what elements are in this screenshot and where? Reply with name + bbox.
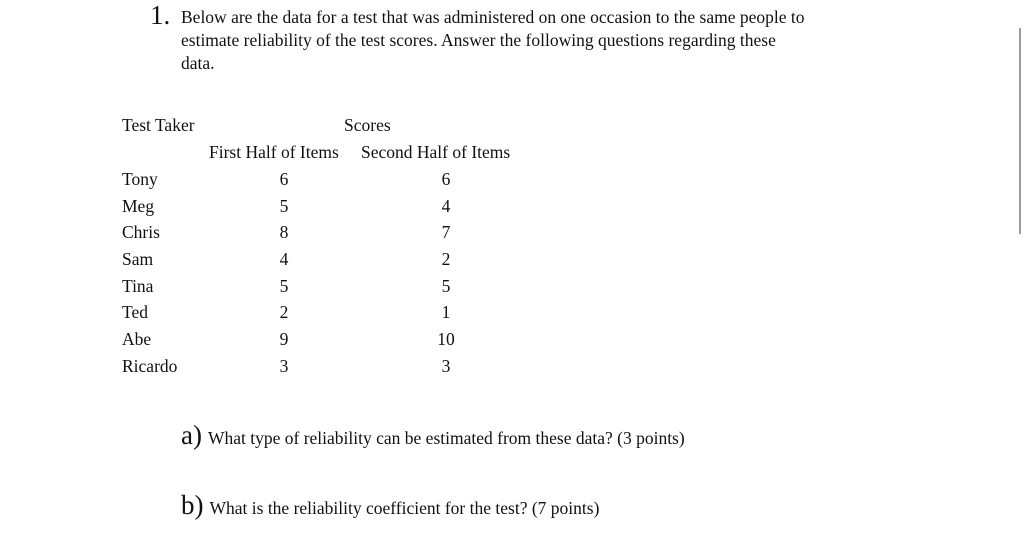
first-half-score: 2 xyxy=(279,302,289,322)
test-taker-name: Abe xyxy=(122,329,152,349)
question-text xyxy=(181,6,911,75)
subquestion-b xyxy=(181,490,599,521)
table-row xyxy=(0,195,1024,217)
second-half-score: 7 xyxy=(441,222,451,242)
table-row xyxy=(0,301,1024,323)
header-test-taker: Test Taker xyxy=(122,115,195,135)
question-line: Below are the data for a test that was administered on one occasion to the same people to xyxy=(181,7,805,27)
first-half-score: 3 xyxy=(279,356,289,376)
subquestion-letter: a) xyxy=(181,420,202,450)
test-taker-name: Meg xyxy=(122,196,155,216)
subquestion-letter: b) xyxy=(181,490,204,520)
second-half-score: 10 xyxy=(437,329,455,349)
page-edge-divider xyxy=(1019,28,1021,234)
second-half-score: 3 xyxy=(441,356,451,376)
table-row xyxy=(0,328,1024,350)
test-taker-name: Ricardo xyxy=(122,356,178,376)
table-row xyxy=(0,275,1024,297)
table-row xyxy=(0,355,1024,377)
first-half-score: 6 xyxy=(279,169,289,189)
subquestion-text: What is the reliability coefficient for the test? (7 points) xyxy=(209,498,600,518)
table-row xyxy=(0,221,1024,243)
test-taker-name: Ted xyxy=(122,302,148,322)
first-half-score: 5 xyxy=(279,196,289,216)
table-row xyxy=(0,248,1024,270)
second-half-score: 4 xyxy=(441,196,451,216)
header-second-half: Second Half of Items xyxy=(361,142,511,162)
header-scores: Scores xyxy=(344,115,391,135)
first-half-score: 5 xyxy=(279,276,289,296)
first-half-score: 9 xyxy=(279,329,289,349)
header-first-half: First Half of Items xyxy=(209,142,339,162)
subquestion-a xyxy=(181,420,685,451)
subquestion-text: What type of reliability can be estimated from these data? (3 points) xyxy=(207,428,685,448)
table-row xyxy=(0,168,1024,190)
question-number: 1. xyxy=(150,0,171,30)
test-taker-name: Chris xyxy=(122,222,160,242)
second-half-score: 6 xyxy=(441,169,451,189)
first-half-score: 4 xyxy=(279,249,289,269)
test-taker-name: Sam xyxy=(122,249,154,269)
test-taker-name: Tony xyxy=(122,169,158,189)
question-line: estimate reliability of the test scores. Answer the following questions regarding these xyxy=(181,30,776,50)
question-line: data. xyxy=(181,53,215,73)
second-half-score: 1 xyxy=(441,302,451,322)
first-half-score: 8 xyxy=(279,222,289,242)
second-half-score: 2 xyxy=(441,249,451,269)
second-half-score: 5 xyxy=(441,276,451,296)
test-taker-name: Tina xyxy=(122,276,154,296)
